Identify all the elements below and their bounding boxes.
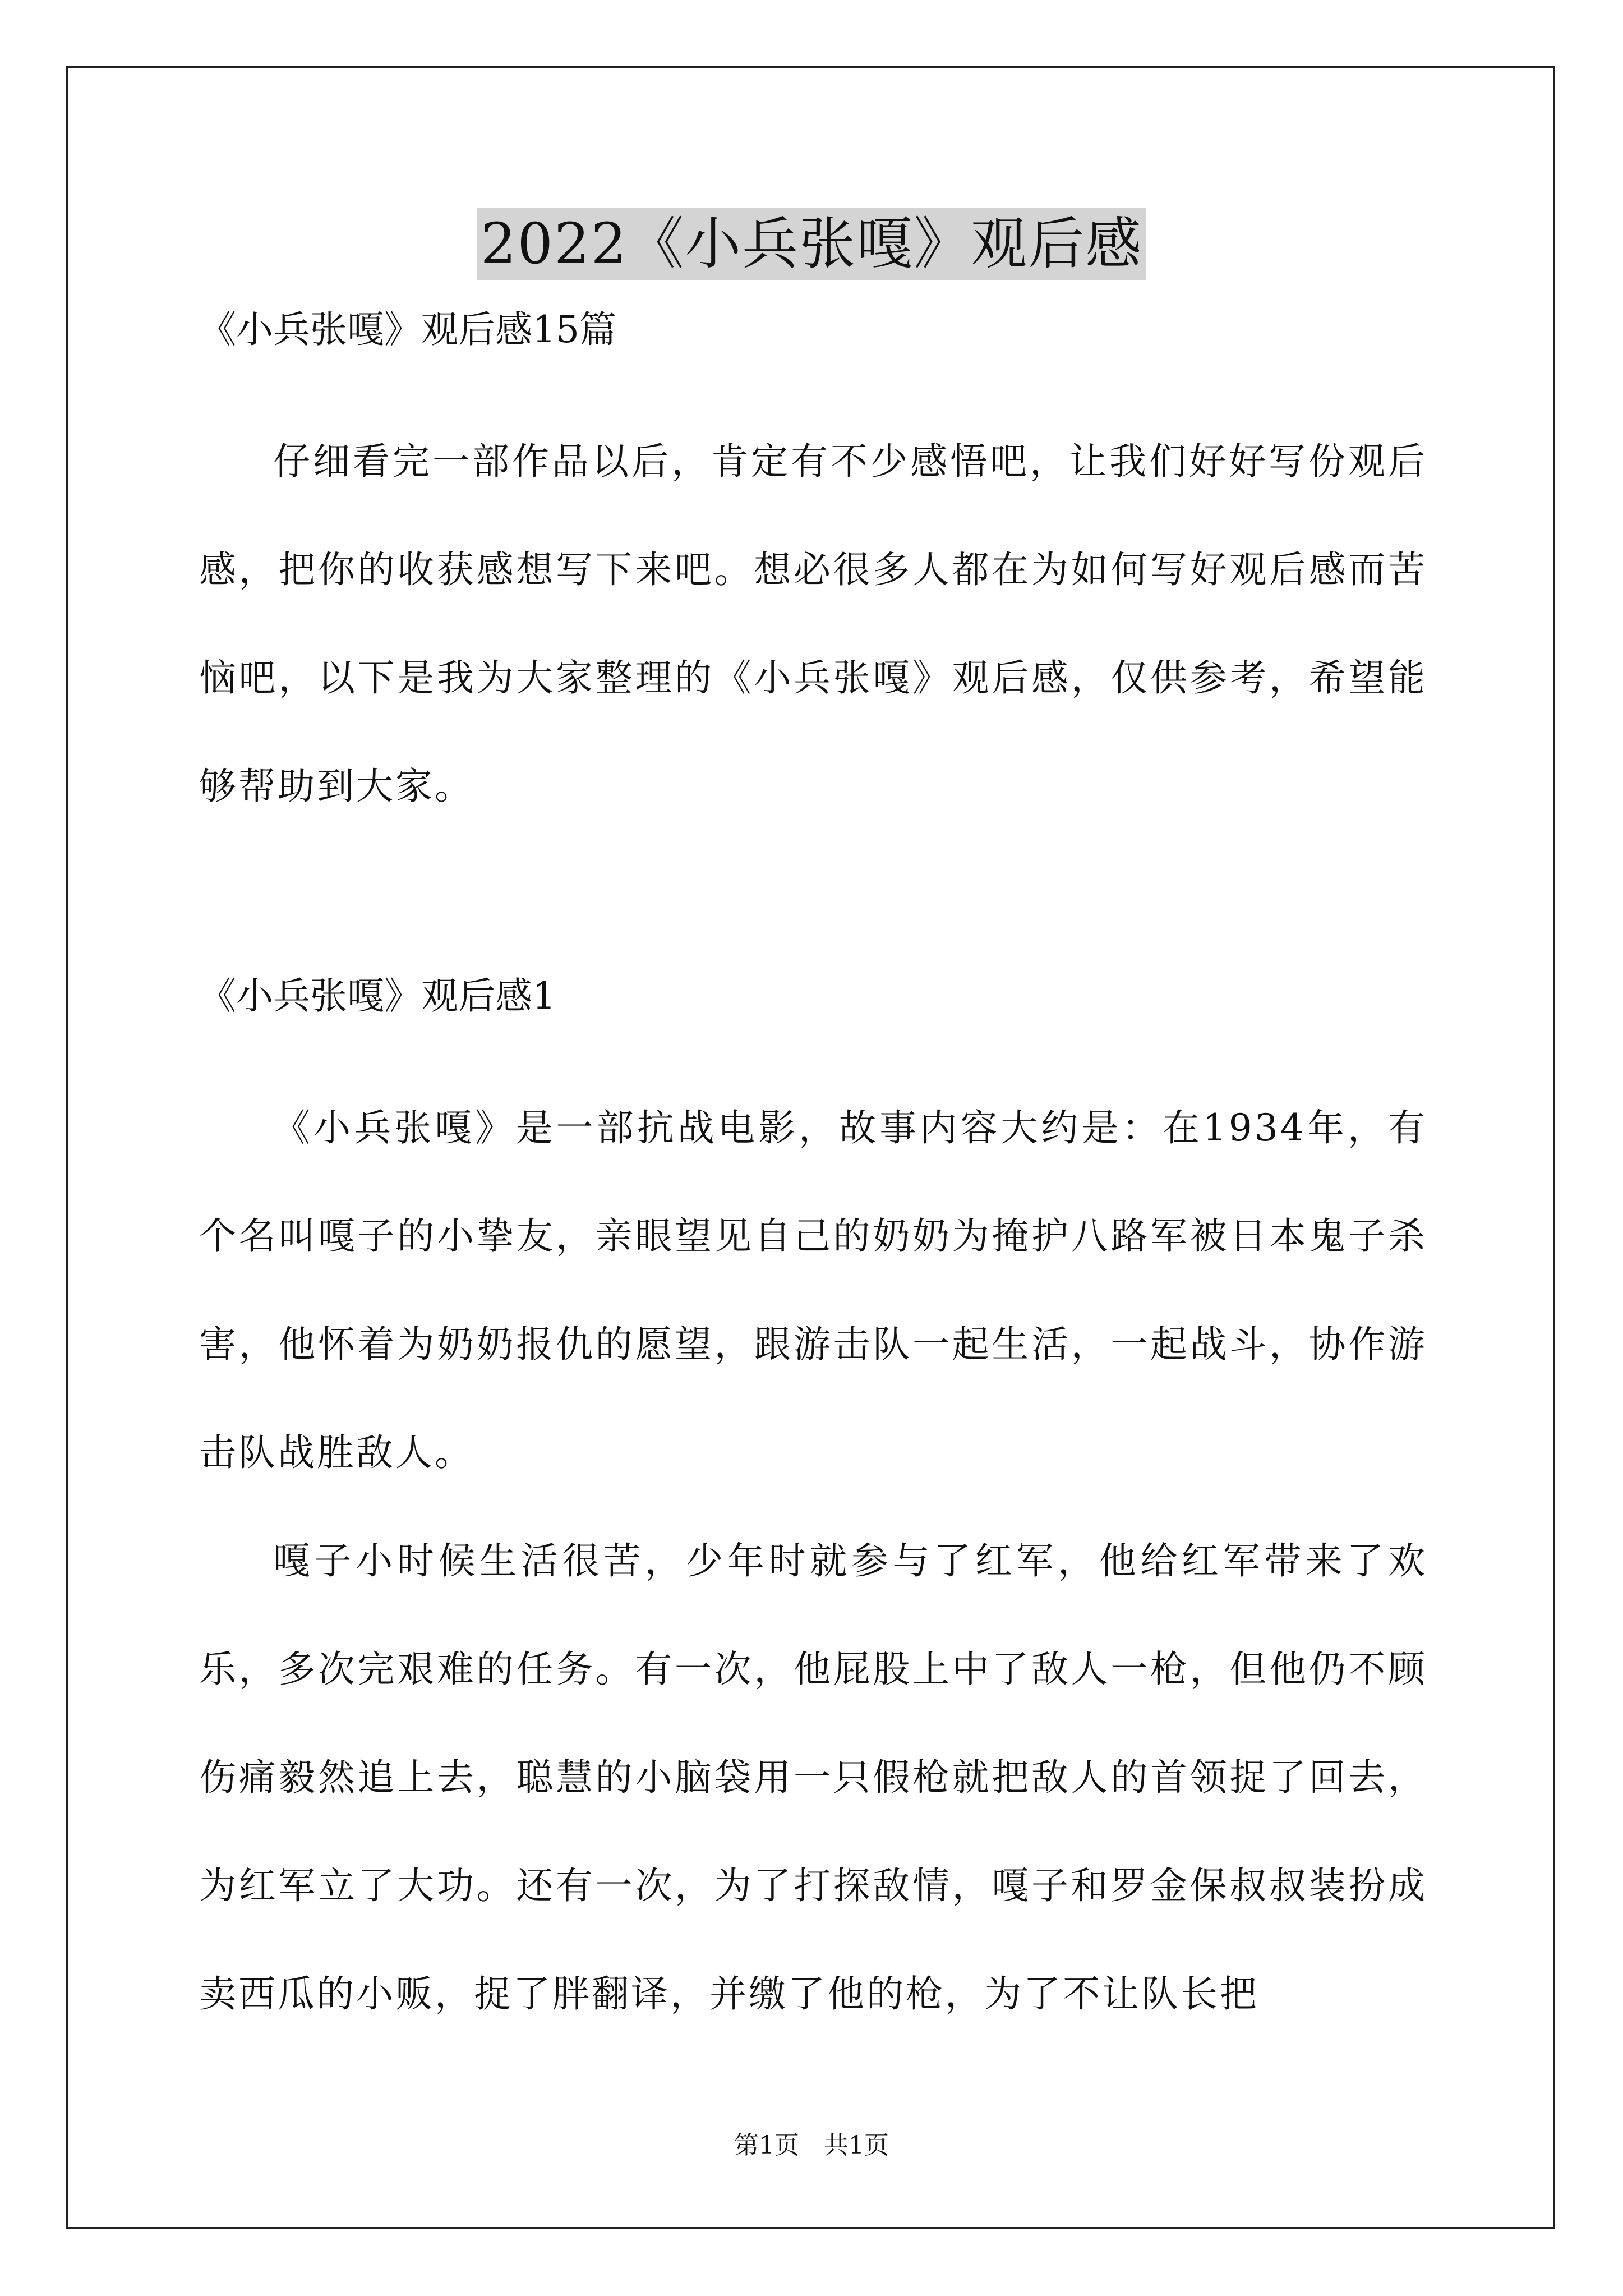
document-subtitle: 《小兵张嘎》观后感15篇 xyxy=(199,308,616,351)
intro-paragraph: 仔细看完一部作品以后，肯定有不少感悟吧，让我们好好写份观后感，把你的收获感想写下来吧。想必很多人都在为如何写好观后感而苦恼吧，以下是我为大家整理的《小兵张嘎》观后感，仅供参考，希望能够帮助到大家。 xyxy=(199,440,1427,808)
title-container xyxy=(0,208,1623,280)
body-paragraph-2: 嘎子小时候生活很苦，少年时就参与了红军，他给红军带来了欢乐，多次完艰难的任务。有一次，他屁股上中了敌人一枪，但他仍不顾伤痛毅然追上去，聪慧的小脑袋用一只假枪就把敌人的首领捉了回去，为红军立了大功。还有一次，为了打探敌情，嘎子和罗金保叔叔装扮成卖西瓜的小贩，捉了胖翻译，并缴了他的枪，为了不让队长把 xyxy=(199,1539,1427,2016)
document-body xyxy=(199,303,1427,2048)
spacer xyxy=(199,357,1427,407)
document-title: 2022《小兵张嘎》观后感 xyxy=(477,208,1146,280)
body-paragraph-1: 《小兵张嘎》是一部抗战电影，故事内容大约是：在1934年，有个名叫嘎子的小挚友，亲眼望见自己的奶奶为掩护八路军被日本鬼子杀害，他怀着为奶奶报仇的愿望，跟游击队一起生活，一起战斗，协作游击队战胜敌人。 xyxy=(199,1106,1427,1474)
spacer xyxy=(199,1023,1427,1074)
section-heading: 《小兵张嘎》观后感1 xyxy=(199,974,556,1018)
page-footer: 第1页 共1页 xyxy=(734,2131,889,2160)
spacer xyxy=(199,840,1427,969)
